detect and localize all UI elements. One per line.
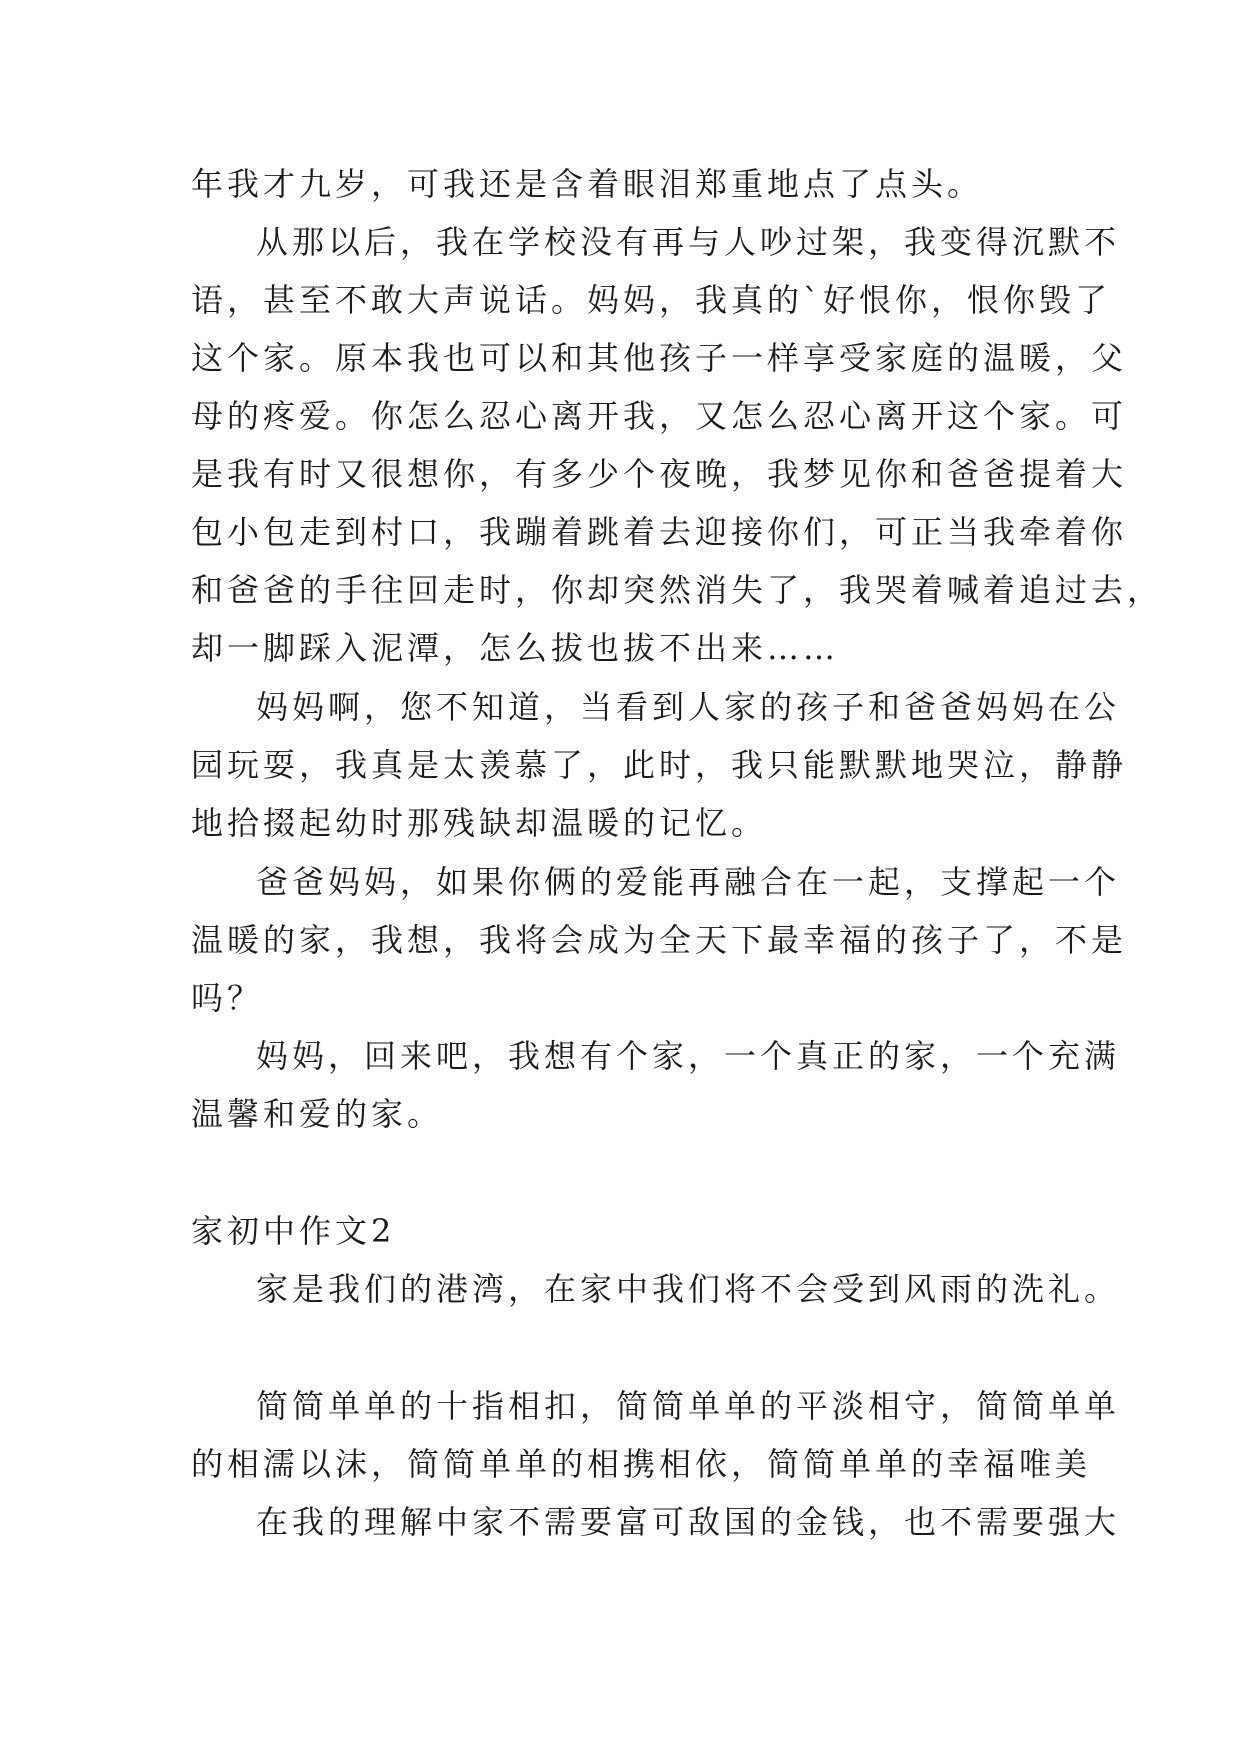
text-line: 吗？: [191, 979, 264, 1017]
text-line: 和爸爸的手往回走时，你却突然消失了，我哭着喊着追过去，: [191, 571, 1164, 609]
text-line: 温暖的家，我想，我将会成为全天下最幸福的孩子了，不是: [191, 921, 1128, 959]
paragraph-start-line: 家是我们的港湾，在家中我们将不会受到风雨的洗礼。: [256, 1270, 1121, 1308]
paragraph-start-line: 简简单单的十指相扣，简简单单的平淡相守，简简单单: [256, 1387, 1121, 1425]
text-line: 地拾掇起幼时那残缺却温暖的记忆。: [191, 804, 768, 842]
text-line: 语，甚至不敢大声说话。妈妈，我真的`好恨你，恨你毁了: [191, 281, 1112, 319]
text-line: 这个家。原本我也可以和其他孩子一样享受家庭的温暖，父: [191, 339, 1128, 377]
text-line: 年我才九岁，可我还是含着眼泪郑重地点了点头。: [191, 165, 984, 203]
text-line: 园玩耍，我真是太羡慕了，此时，我只能默默地哭泣，静静: [191, 746, 1128, 784]
text-line: 的相濡以沫，简简单单的相携相依，简简单单的幸福唯美: [191, 1445, 1092, 1483]
text-line: 母的疼爱。你怎么忍心离开我，又怎么忍心离开这个家。可: [191, 397, 1128, 435]
text-line: 却一脚踩入泥潭，怎么拔也拔不出来……: [191, 629, 840, 667]
text-line: 温馨和爱的家。: [191, 1095, 444, 1133]
section-heading: 家初中作文2: [191, 1212, 396, 1250]
paragraph-start-line: 妈妈，回来吧，我想有个家，一个真正的家，一个充满: [256, 1037, 1121, 1075]
paragraph-start-line: 爸爸妈妈，如果你俩的爱能再融合在一起，支撑起一个: [256, 863, 1121, 901]
paragraph-start-line: 在我的理解中家不需要富可敌国的金钱，也不需要强大: [256, 1503, 1121, 1541]
text-line: 包小包走到村口，我蹦着跳着去迎接你们，可正当我牵着你: [191, 513, 1128, 551]
text-line: 是我有时又很想你，有多少个夜晚，我梦见你和爸爸提着大: [191, 455, 1128, 493]
paragraph-start-line: 从那以后，我在学校没有再与人吵过架，我变得沉默不: [256, 223, 1121, 261]
paragraph-start-line: 妈妈啊，您不知道，当看到人家的孩子和爸爸妈妈在公: [256, 688, 1121, 726]
